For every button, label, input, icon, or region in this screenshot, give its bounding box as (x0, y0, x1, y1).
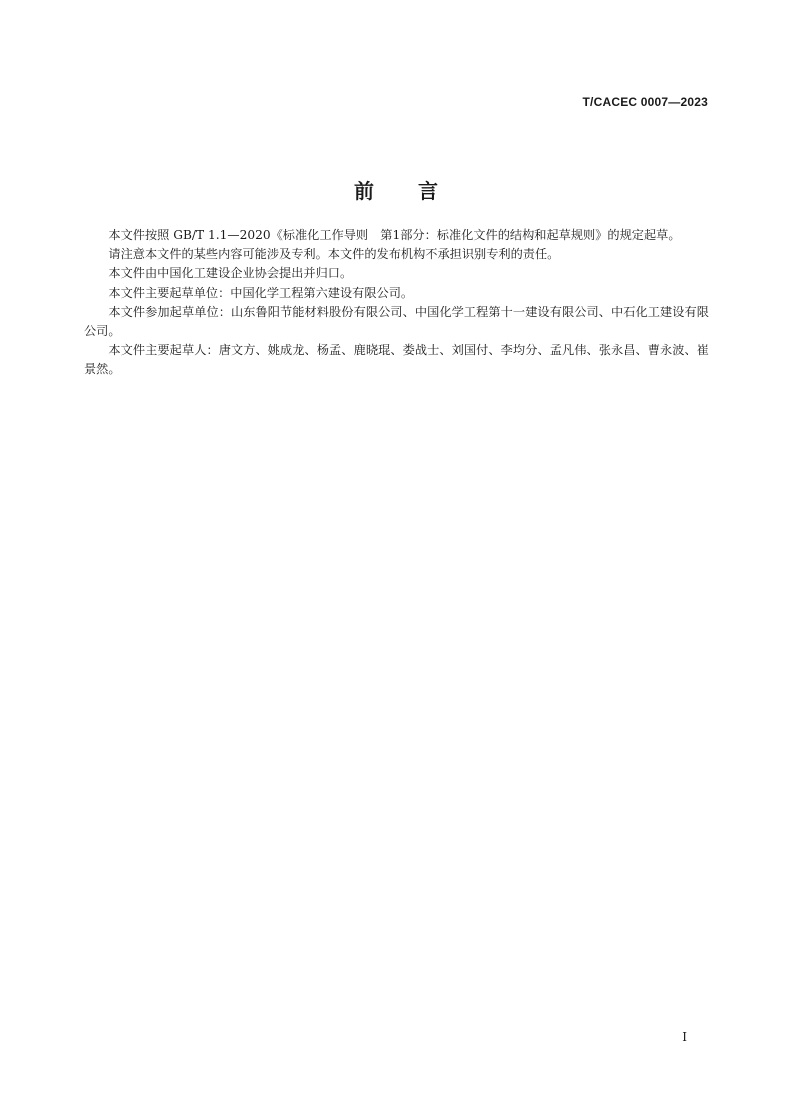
paragraph-proposer: 本文件由中国化工建设企业协会提出并归口。 (108, 266, 353, 281)
foreword-body (84, 226, 709, 380)
page-title: 前言 (354, 179, 482, 204)
paragraph-drafting-rules: 本文件按照 GB/T 1.1—2020《标准化工作导则 第1部分：标准化文件的结构和起草规则》的规定起草。 (108, 228, 681, 242)
page-number: I (682, 1030, 687, 1044)
document-code: T/CACEC 0007—2023 (582, 95, 708, 109)
paragraph-main-drafters: 本文件主要起草人：唐文方、姚成龙、杨孟、鹿晓琨、娄战士、刘国付、李均分、孟凡伟、张永昌、曹永波、崔景然。 (84, 343, 709, 377)
paragraph-patent-notice: 请注意本文件的某些内容可能涉及专利。本文件的发布机构不承担识别专利的责任。 (108, 247, 560, 262)
paragraph-participating-units: 本文件参加起草单位：山东鲁阳节能材料股份有限公司、中国化学工程第十一建设有限公司、中石化工建设有限公司。 (84, 304, 709, 339)
paragraph-main-drafting-unit: 本文件主要起草单位：中国化学工程第六建设有限公司。 (108, 285, 414, 300)
